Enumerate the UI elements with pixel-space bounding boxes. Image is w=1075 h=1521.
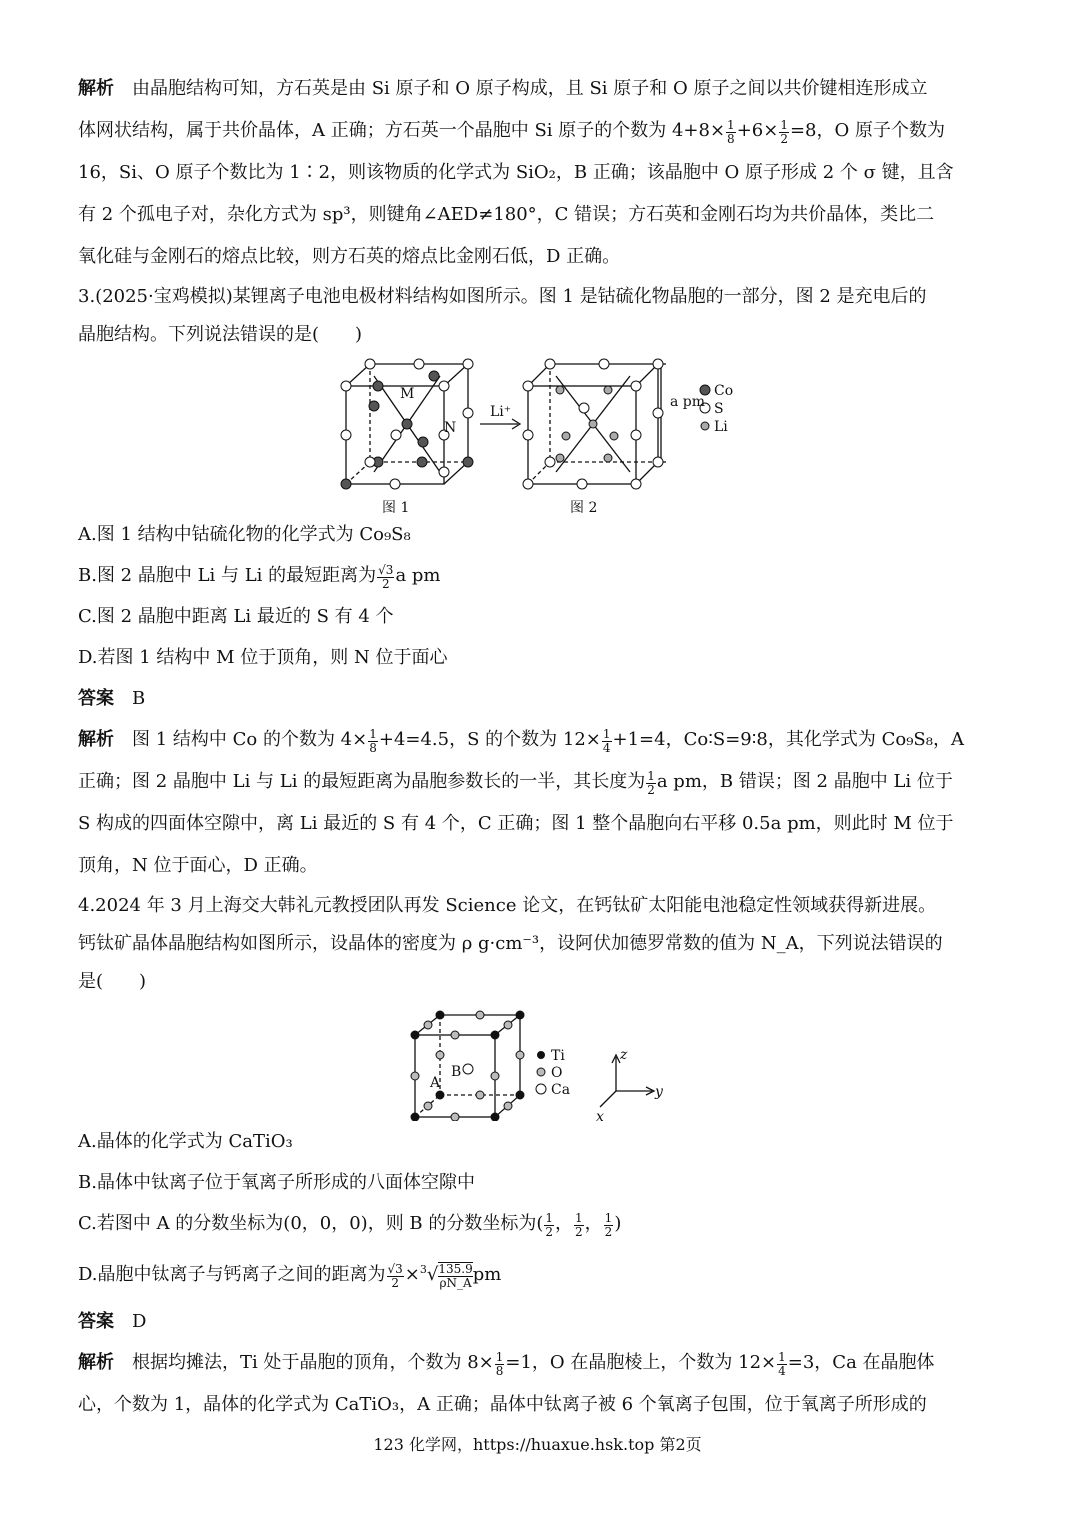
q3-option-a: A.图 1 结构中钴硫化物的化学式为 Co₉S₈ (78, 524, 411, 545)
edge-label: a pm (670, 394, 706, 410)
legend-s: S (714, 401, 724, 417)
q4-option-b: B.晶体中钛离子位于氧离子所形成的八面体空隙中 (78, 1172, 475, 1193)
fraction: $\frac{1}{2}$ (647, 768, 655, 797)
label-B: B (451, 1064, 462, 1080)
fraction: $\frac{1}{8}$ (369, 726, 377, 755)
analysis-paragraph-1: 解析 由晶胞结构可知，方石英是由 Si 原子和 O 原子构成，且 Si 原子和 O 原子之间以共价键相连形成立 (78, 78, 928, 99)
fraction: $\frac{1}{2}$ (604, 1210, 613, 1239)
q4-option-a: A.晶体的化学式为 CaTiO₃ (78, 1131, 293, 1152)
label-A: A (430, 1075, 441, 1091)
q4-stem-2: 钙钛矿晶体晶胞结构如图所示，设晶体的密度为 ρ g·cm⁻³，设阿伏加德罗常数的值为 N_A，下列说法错误的 (78, 933, 943, 954)
page-footer: 123 化学网，https://huaxue.hsk.top 第2页 (373, 1435, 702, 1454)
fraction: $\frac{√3}{2}$ (387, 1261, 403, 1290)
arrow-label: Li⁺ (490, 404, 512, 420)
fraction: $\frac{1}{4}$ (602, 726, 611, 755)
perovskite-figure (78, 1001, 998, 1121)
q3-option-b: B.图 2 晶胞中 Li 与 Li 的最短距离为 $\frac{√3}{2}$ a pm (78, 562, 441, 591)
fraction: $\frac{1}{8}$ (727, 117, 735, 146)
axis-y: y (655, 1084, 663, 1100)
q3-stem-2: 晶胞结构。下列说法错误的是( ) (78, 324, 363, 345)
legend-co: Co (714, 383, 734, 399)
q4-stem: 4.2024 年 3 月上海交大韩礼元教授团队再发 Science 论文，在钙钛矿太阳能电池稳定性领域获得新进展。 (78, 895, 937, 916)
analysis-line: 16，Si、O 原子个数比为 1∶2，则该物质的化学式为 SiO₂，B 正确；该晶胞中 O 原子形成 2 个 σ 键，且含 (78, 162, 954, 183)
legend-o: O (551, 1065, 563, 1081)
fig2-caption: 图 2 (570, 500, 598, 514)
q4-option-c: C.若图中 A 的分数坐标为(0，0，0)，则 B 的分数坐标为( $\frac{1}{2}$ ， $\frac{1}{2}$ ， $\frac{1}{2}$ ) (78, 1210, 622, 1239)
analysis-line: 顶角，N 位于面心，D 正确。 (78, 855, 318, 876)
crystal-figure-q3 (78, 354, 998, 514)
analysis-line: 心，个数为 1，晶体的化学式为 CaTiO₃，A 正确；晶体中钛离子被 6 个氧离子包围，位于氧离子所形成的 (78, 1394, 927, 1415)
cube-root: $\frac{135.9}{\rho N\_A}$ (438, 1261, 473, 1290)
q3-stem: 3.(2025·宝鸡模拟)某锂离子电池电极材料结构如图所示。图 1 是钴硫化物晶胞的一部分，图 2 是充电后的 (78, 286, 927, 307)
analysis-line: 正确；图 2 晶胞中 Li 与 Li 的最短距离为晶胞参数长的一半，其长度为 $\frac{1}{2}$ a pm，B 错误；图 2 晶胞中 Li 位于 (78, 768, 953, 797)
q3-option-d: D.若图 1 结构中 M 位于顶角，则 N 位于面心 (78, 647, 448, 668)
fraction: $\frac{1}{4}$ (778, 1349, 786, 1378)
legend-ti: Ti (551, 1048, 565, 1064)
q3-option-c: C.图 2 晶胞中距离 Li 最近的 S 有 4 个 (78, 606, 394, 627)
q3-answer: 答案 B (78, 688, 146, 709)
q3-analysis: 解析 图 1 结构中 Co 的个数为 4× $\frac{1}{8}$ +4=4.5，S 的个数为 12× $\frac{1}{4}$ +1=4，Co∶S=9∶8，其化学式为 Co₉S₈，A (78, 726, 964, 755)
analysis-line: 有 2 个孤电子对，杂化方式为 sp³，则键角∠AED≠180°，C 错误；方石英和金刚石均为共价晶体，类比二 (78, 204, 935, 225)
q4-stem-3: 是( ) (78, 971, 147, 992)
analysis-label: 解析 (78, 78, 114, 99)
legend-ca: Ca (551, 1082, 571, 1098)
fraction: $\frac{1}{2}$ (575, 1210, 583, 1239)
label-M: M (400, 386, 415, 402)
analysis-line: 氧化硅与金刚石的熔点比较，则方石英的熔点比金刚石低，D 正确。 (78, 246, 621, 267)
q3-figure (78, 354, 998, 514)
fig1-caption: 图 1 (382, 500, 410, 514)
q4-figure (78, 1001, 998, 1121)
fraction: $\frac{1}{2}$ (545, 1210, 554, 1239)
legend-li: Li (714, 419, 728, 435)
axis-x: x (596, 1109, 604, 1121)
axis-z: z (620, 1047, 628, 1063)
q4-option-d: D.晶胞中钛离子与钙离子之间的距离为 $\frac{√3}{2}$ ×$^3$√ $\frac{135.9}{\rho N\_A}$ pm (78, 1261, 502, 1290)
fraction: $\frac{1}{8}$ (495, 1349, 504, 1378)
page-content (78, 68, 998, 1426)
analysis-line: S 构成的四面体空隙中，离 Li 最近的 S 有 4 个，C 正确；图 1 整个晶胞向右平移 0.5a pm，则此时 M 位于 (78, 813, 954, 834)
fraction: $\frac{1}{2}$ (780, 117, 788, 146)
fraction-sqrt3-over-2: $\frac{√3}{2}$ (378, 562, 394, 591)
analysis-line: 体网状结构，属于共价晶体，A 正确；方石英一个晶胞中 Si 原子的个数为 4+8× $\frac{1}{8}$ +6× $\frac{1}{2}$ =8，O 原子个数为 (78, 117, 945, 146)
q4-answer: 答案 D (78, 1311, 147, 1332)
label-N: N (444, 420, 457, 436)
q4-analysis: 解析 根据均摊法，Ti 处于晶胞的顶角，个数为 8× $\frac{1}{8}$ =1，O 在晶胞棱上，个数为 12× $\frac{1}{4}$ =3，Ca 在晶胞体 (78, 1349, 935, 1378)
